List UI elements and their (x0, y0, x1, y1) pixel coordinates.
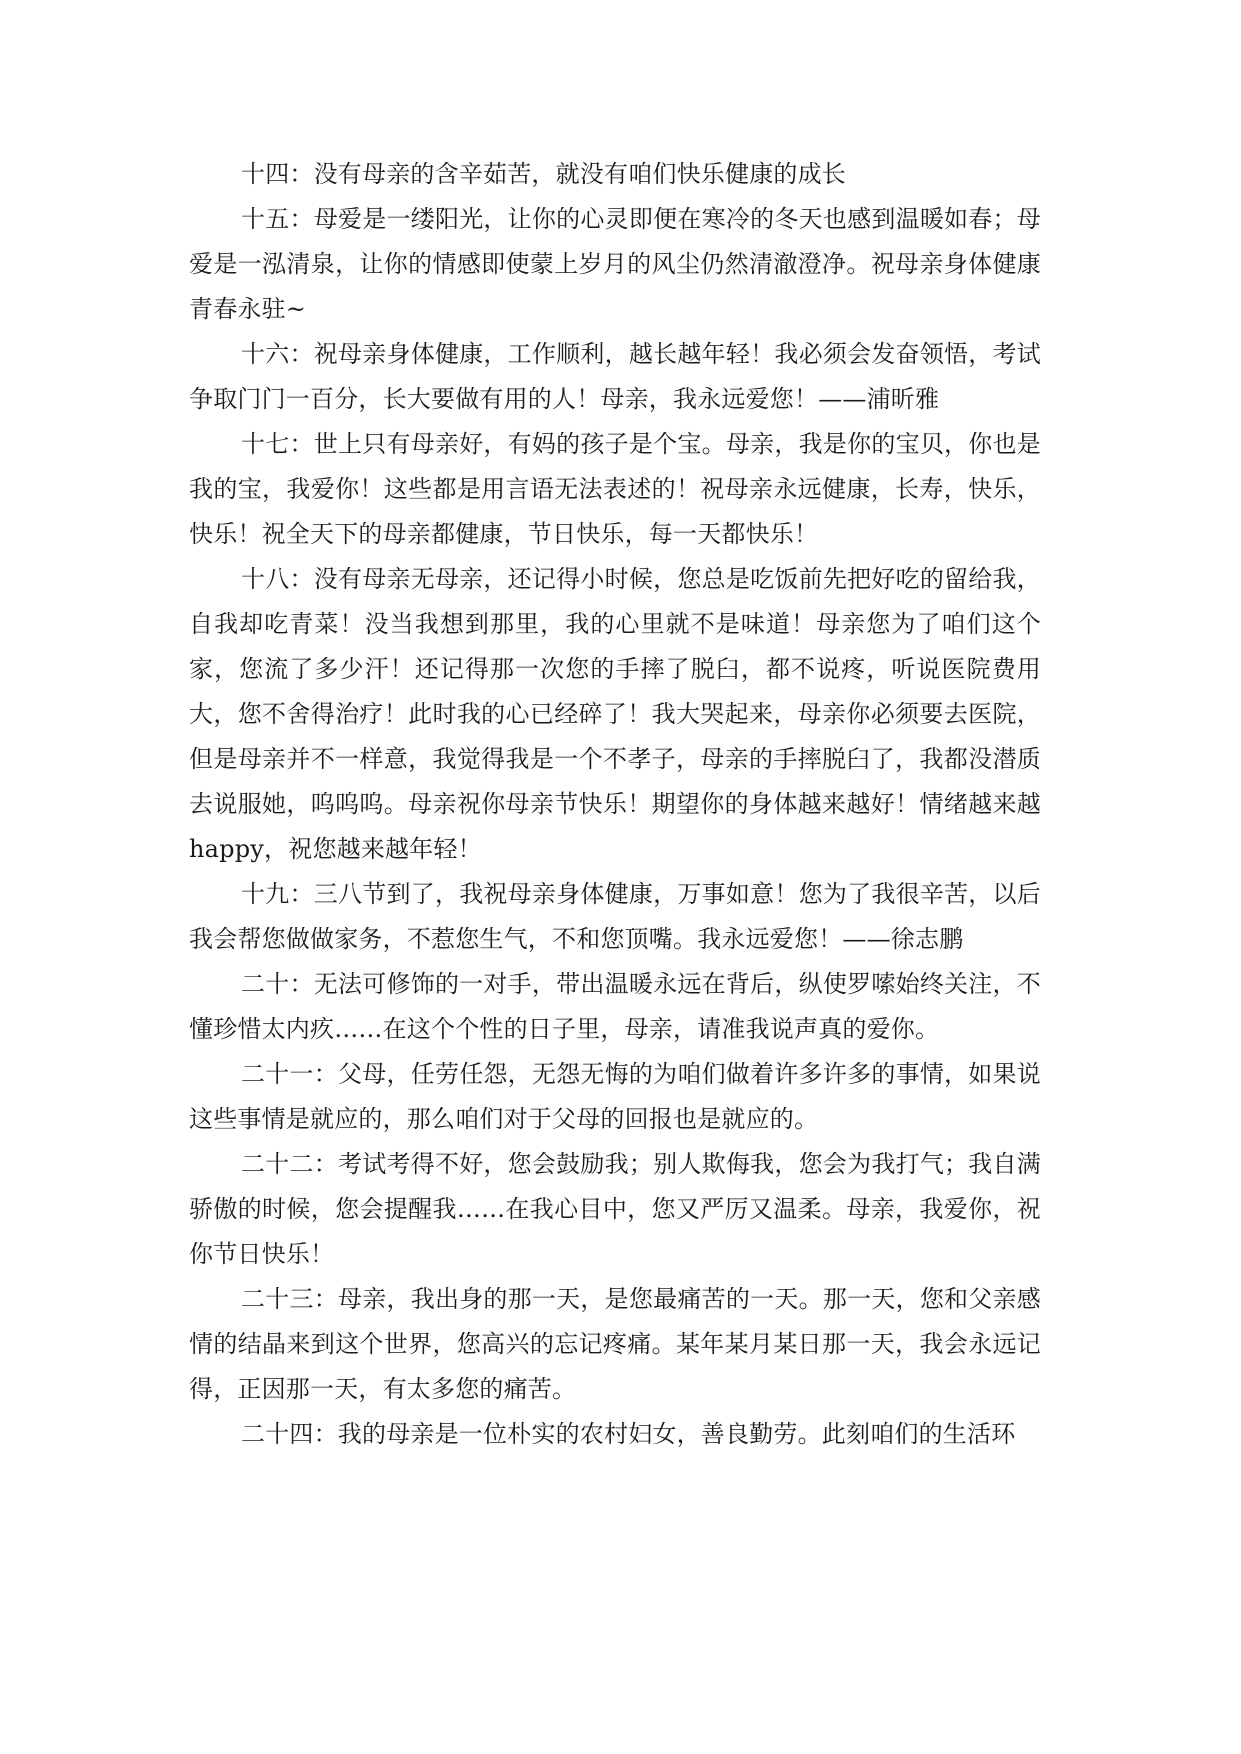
paragraph-15: 十五：母爱是一缕阳光，让你的心灵即便在寒冷的冬天也感到温暖如春；母爱是一泓清泉，让你的情感即使蒙上岁月的风尘仍然清澈澄净。祝母亲身体健康青春永驻~ (189, 205, 1041, 323)
paragraph-18: 十八：没有母亲无母亲，还记得小时候，您总是吃饭前先把好吃的留给我，自我却吃青菜！没当我想到那里，我的心里就不是味道！母亲您为了咱们这个家，您流了多少汗！还记得那一次您的手摔了脱臼，都不说疼，听说医院费用大，您不舍得治疗！此时我的心已经碎了！我大哭起来，母亲你必须要去医院，但是母亲并不一样意，我觉得我是一个不孝子，母亲的手摔脱臼了，我都没潜质去说服她，呜呜呜。母亲祝你母亲节快乐！期望你的身体越来越好！情绪越来越 happy，祝您越来越年轻！ (189, 565, 1041, 863)
paragraph-16: 十六：祝母亲身体健康，工作顺利，越长越年轻！我必须会发奋领悟，考试争取门门一百分，长大要做有用的人！母亲，我永远爱您！——浦昕雅 (189, 340, 1041, 413)
document-body (189, 152, 1041, 1457)
paragraph-14: 十四：没有母亲的含辛茹苦，就没有咱们快乐健康的成长 (241, 160, 846, 188)
paragraph-19: 十九：三八节到了，我祝母亲身体健康，万事如意！您为了我很辛苦，以后我会帮您做做家务，不惹您生气，不和您顶嘴。我永远爱您！——徐志鹏 (189, 880, 1041, 953)
paragraph-24: 二十四：我的母亲是一位朴实的农村妇女，善良勤劳。此刻咱们的生活环 (241, 1420, 1016, 1448)
paragraph-21: 二十一：父母，任劳任怨，无怨无悔的为咱们做着许多许多的事情，如果说这些事情是就应的，那么咱们对于父母的回报也是就应的。 (189, 1060, 1041, 1133)
paragraph-20: 二十：无法可修饰的一对手，带出温暖永远在背后，纵使罗嗦始终关注，不懂珍惜太内疚……在这个个性的日子里，母亲，请准我说声真的爱你。 (189, 970, 1041, 1043)
paragraph-22: 二十二：考试考得不好，您会鼓励我；别人欺侮我，您会为我打气；我自满骄傲的时候，您会提醒我……在我心目中，您又严厉又温柔。母亲，我爱你，祝你节日快乐！ (189, 1150, 1041, 1268)
paragraph-23: 二十三：母亲，我出身的那一天，是您最痛苦的一天。那一天，您和父亲感情的结晶来到这个世界，您高兴的忘记疼痛。某年某月某日那一天，我会永远记得，正因那一天，有太多您的痛苦。 (189, 1285, 1041, 1403)
paragraph-17: 十七：世上只有母亲好，有妈的孩子是个宝。母亲，我是你的宝贝，你也是我的宝，我爱你！这些都是用言语无法表述的！祝母亲永远健康，长寿，快乐，快乐！祝全天下的母亲都健康，节日快乐，每一天都快乐！ (189, 430, 1041, 548)
